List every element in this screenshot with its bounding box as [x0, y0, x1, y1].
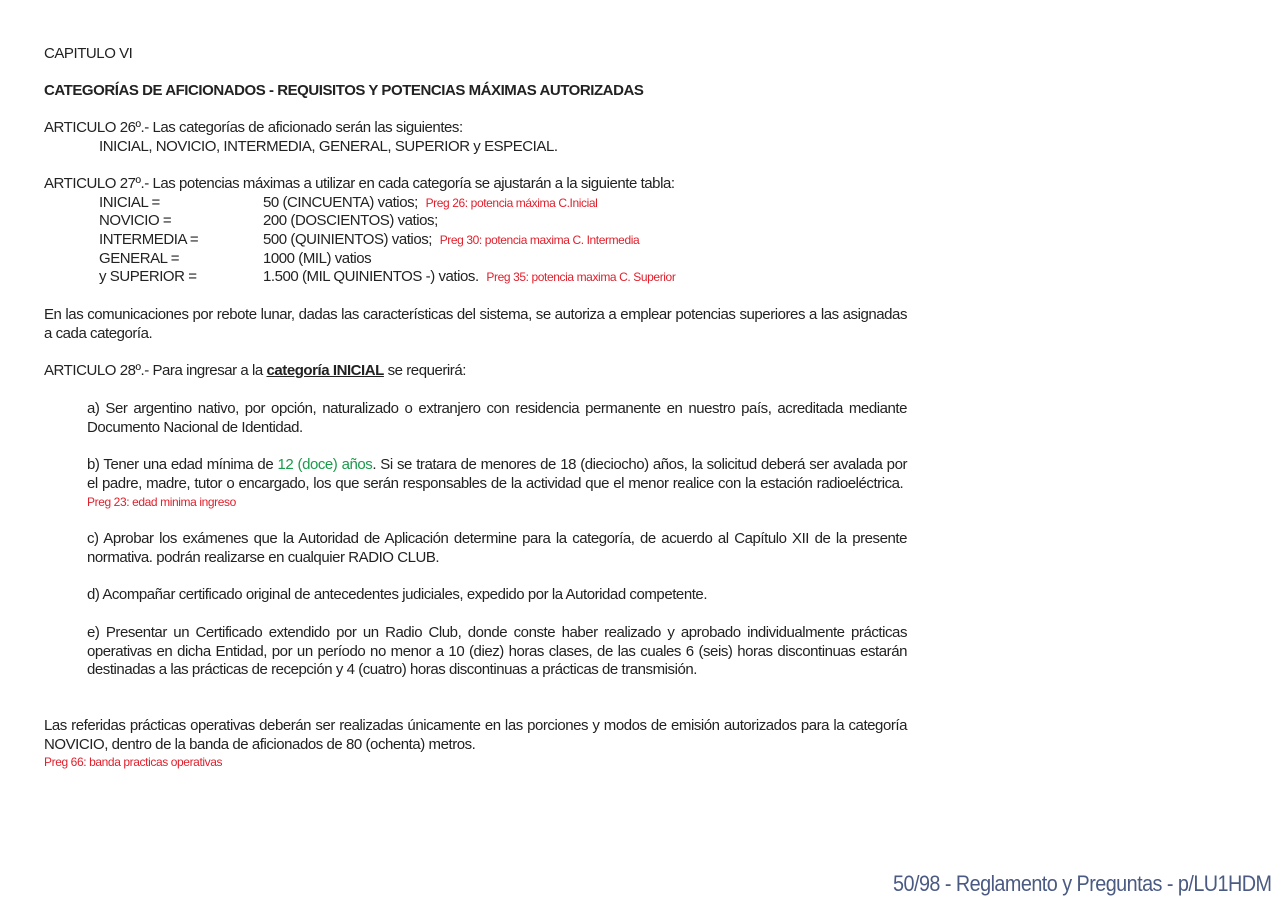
question-note: Preg 23: edad minima ingreso: [87, 495, 236, 510]
chapter-title: CAPITULO VI: [44, 45, 133, 62]
moonbounce-paragraph: En las comunicaciones por rebote lunar, dadas las características del sistema, se autoriza a emplear potencias superiores a las asignadas a cada categoría.: [44, 306, 907, 342]
requirement-a: a) Ser argentino nativo, por opción, naturalizado o extranjero con residencia permanente en nuestro país, acreditada mediante Documento Nacional de Identidad.: [87, 400, 907, 436]
article-26-list: INICIAL, NOVICIO, INTERMEDIA, GENERAL, SUPERIOR y ESPECIAL.: [99, 137, 558, 155]
category-label: INICIAL =: [99, 193, 160, 211]
article-28-intro: ARTICULO 28º.- Para ingresar a la categoría INICIAL se requerirá:: [44, 362, 466, 379]
min-age: 12 (doce) años: [277, 456, 373, 473]
article-26-intro: ARTICULO 26º.- Las categorías de aficionado serán las siguientes:: [44, 119, 463, 136]
power-table: [44, 194, 907, 287]
closing-paragraph: Las referidas prácticas operativas deberán ser realizadas únicamente en las porciones y modos de emisión autorizados para la categoría NOVICIO, dentro de la banda de aficionados de 80 (ochenta) metros.: [44, 717, 907, 753]
power-value: 50 (CINCUENTA) vatios;: [263, 193, 418, 211]
requirement-b: b) Tener una edad mínima de 12 (doce) años. Si se tratara de menores de 18 (dieciocho) años, la solicitud deberá ser avalada por el padre, madre, tutor o encargado, los que serán responsables de la actividad que el menor realice con la estación radioeléctrica. Preg 23: edad minima ingreso: [87, 456, 908, 510]
power-row: [99, 194, 907, 213]
page-footer: 50/98 - Reglamento y Preguntas - p/LU1HDM: [893, 871, 1272, 896]
power-value: 500 (QUINIENTOS) vatios;: [263, 231, 432, 249]
power-value: 1.500 (MIL QUINIENTOS -) vatios.: [263, 268, 479, 286]
power-row: [99, 231, 907, 250]
power-row: [99, 268, 907, 287]
category-inicial-link: categoría INICIAL: [266, 362, 384, 379]
section-heading: CATEGORÍAS DE AFICIONADOS - REQUISITOS Y POTENCIAS MÁXIMAS AUTORIZADAS: [44, 82, 644, 99]
article-27: [44, 175, 907, 287]
article-26: [44, 119, 907, 156]
category-label: NOVICIO =: [99, 212, 172, 230]
requirement-d: d) Acompañar certificado original de antecedentes judiciales, expedido por la Autoridad competente.: [87, 586, 708, 603]
category-label: y SUPERIOR =: [99, 268, 197, 286]
requirement-c: c) Aprobar los exámenes que la Autoridad de Aplicación determine para la categoría, de acuerdo al Capítulo XII de la presente normativa. podrán realizarse en cualquier RADIO CLUB.: [87, 530, 907, 566]
question-note: Preg 26: potencia máxima C.Inicial: [425, 195, 598, 210]
power-value: 200 (DOSCIENTOS) vatios;: [263, 212, 438, 230]
power-row: [99, 250, 907, 269]
power-row: [99, 212, 907, 231]
category-label: INTERMEDIA =: [99, 231, 199, 249]
power-value: 1000 (MIL) vatios: [263, 249, 372, 267]
article-27-intro: ARTICULO 27º.- Las potencias máximas a utilizar en cada categoría se ajustarán a la siguiente tabla:: [44, 175, 675, 192]
question-note: Preg 30: potencia maxima C. Intermedia: [439, 233, 640, 248]
requirement-e: e) Presentar un Certificado extendido por un Radio Club, donde conste haber realizado y aprobado individualmente prácticas operativas en dicha Entidad, por un período no menor a 10 (diez) horas clases, de las cuales 6 (seis) horas discontinuas estarán destinadas a las prácticas de recepción y 4 (cuatro) horas discontinuas a prácticas de transmisión.: [87, 624, 907, 679]
question-note: Preg 35: potencia maxima C. Superior: [486, 270, 676, 285]
category-label: GENERAL =: [99, 249, 180, 267]
question-note: Preg 66: banda practicas operativas: [44, 755, 223, 769]
